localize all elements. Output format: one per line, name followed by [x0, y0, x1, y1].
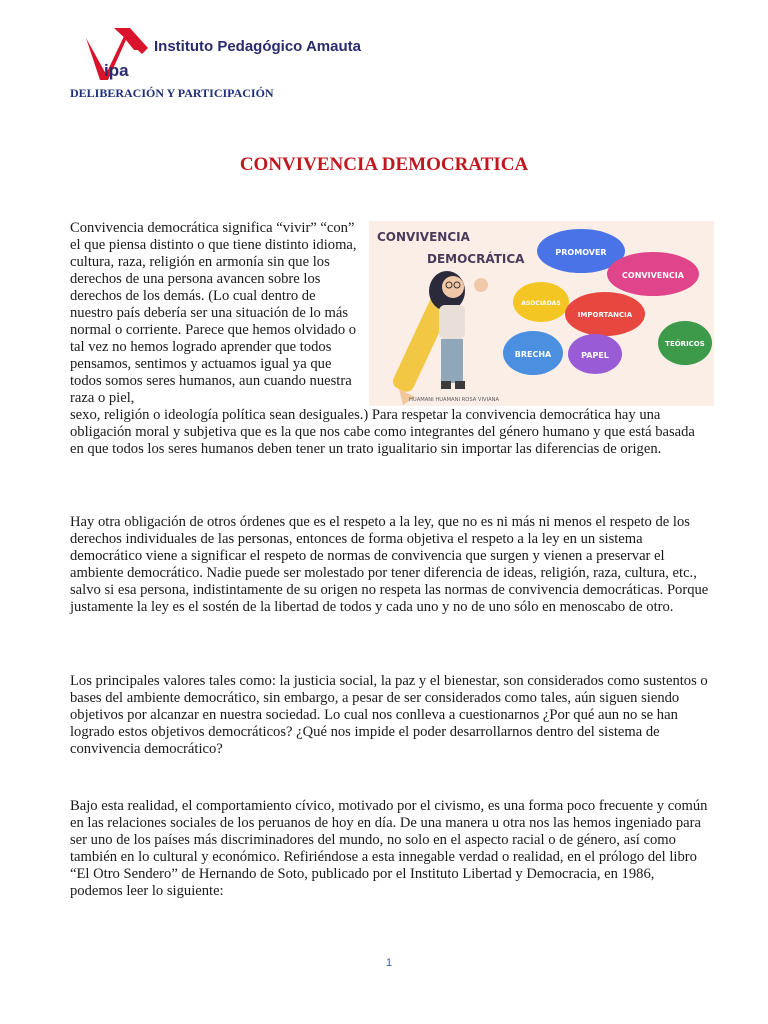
illustration-title-2: DEMOCRÁTICA	[427, 252, 525, 266]
paragraph-4: Bajo esta realidad, el comportamiento cívico, motivado por el civismo, es una forma poco frecuente y común en las relaciones sociales de los peruanos de hoy en día. De una manera u otra nos las hemos ingeniado para ser uno de los países más discriminadores del mundo, no solo en el aspecto racial o de género, así como también en lo cultural y económico. Refiriéndose a esta innegable verdad o realidad, en el prólogo del libro “El Otro Sendero” de Hernando de Soto, publicado por el Instituto Libertad y Democracia, en 1986, podemos leer lo siguiente:	[70, 798, 708, 899]
paragraph-1-intro: Convivencia democrática significa “vivir” “con” el que piensa distinto o que tiene distinto idioma, cultura, raza, religión en armonía sin que los derechos de una persona avancen sobre los derechos de los demás. (Lo cual dentro de nuestro país debería ser una situación de lo más normal o corriente. Parece que hemos olvidado o tal vez no hemos logrado aprender que todos pensamos, sentimos y actuamos igual ya que todos somos seres humanos, aun cuando nuestra raza o piel,	[70, 220, 357, 406]
bubble-label-promover: PROMOVER	[555, 248, 607, 257]
paragraph-2: Hay otra obligación de otros órdenes que es el respeto a la ley, que no es ni más ni menos el respeto de los derechos individuales de las personas, entonces de forma objetiva el respeto a la ley en un sistema democrático viene a significar el respeto de normas de convivencia que surgen y vienen a preservar el ambiente democrático. Nadie puede ser molestado por tener diferencia de ideas, religión, raza, cultura, etc., salvo si esa persona, indistintamente de su origen no respeta las normas de convivencia democráticas. Porque justamente la ley es el sostén de la libertad de todos y cada uno y no de uno sólo en menoscabo de otro.	[70, 514, 709, 615]
illustration-credit: HUAMANI HUAMANI ROSA VIVIANA	[409, 397, 500, 403]
bubble-label-teoricos: TEÓRICOS	[665, 340, 705, 348]
institution-name: Instituto Pedagógico Amauta	[154, 38, 361, 55]
illustration-title-1: CONVIVENCIA	[377, 230, 470, 244]
paragraph-3: Los principales valores tales como: la justicia social, la paz y el bienestar, son considerados como sustentos o bases del ambiente democrático, sin embargo, a pesar de ser considerados como tales, aún siguen siendo objetivos por alcanzar en nuestra sociedad. Lo cual nos conlleva a cuestionarnos ¿Por qué aun no se han logrado estos objetivos democráticos? ¿Qué nos impide el poder desarrollarnos dentro del sistema de convivencia democrático?	[70, 673, 708, 757]
page-number: 1	[385, 957, 393, 969]
ipa-logo-icon	[84, 24, 150, 80]
paragraph-1-rest: sexo, religión o ideología política sean desiguales.) Para respetar la convivencia democrática hay una obligación moral y subjetiva que es la que nos cabe como integrantes del género humano y que está basada en que todos los seres humanos deben tener un trato igualitario sin importar las diferencias de origen.	[70, 407, 695, 457]
document-title: CONVIVENCIA DEMOCRATICA	[239, 154, 529, 175]
institution-logo	[84, 24, 364, 80]
bubble-label-convivencia: CONVIVENCIA	[622, 271, 684, 280]
section-label: DELIBERACIÓN Y PARTICIPACIÓN	[70, 86, 274, 100]
paragraph-1	[70, 220, 710, 458]
bubble-label-asociadas: ASOCIADAS	[521, 300, 561, 307]
logo-letters: ipa	[104, 61, 129, 80]
bubble-label-brecha: BRECHA	[514, 350, 552, 359]
bubble-label-papel: PAPEL	[581, 351, 609, 360]
bubble-label-importancia: IMPORTANCIA	[577, 311, 633, 319]
